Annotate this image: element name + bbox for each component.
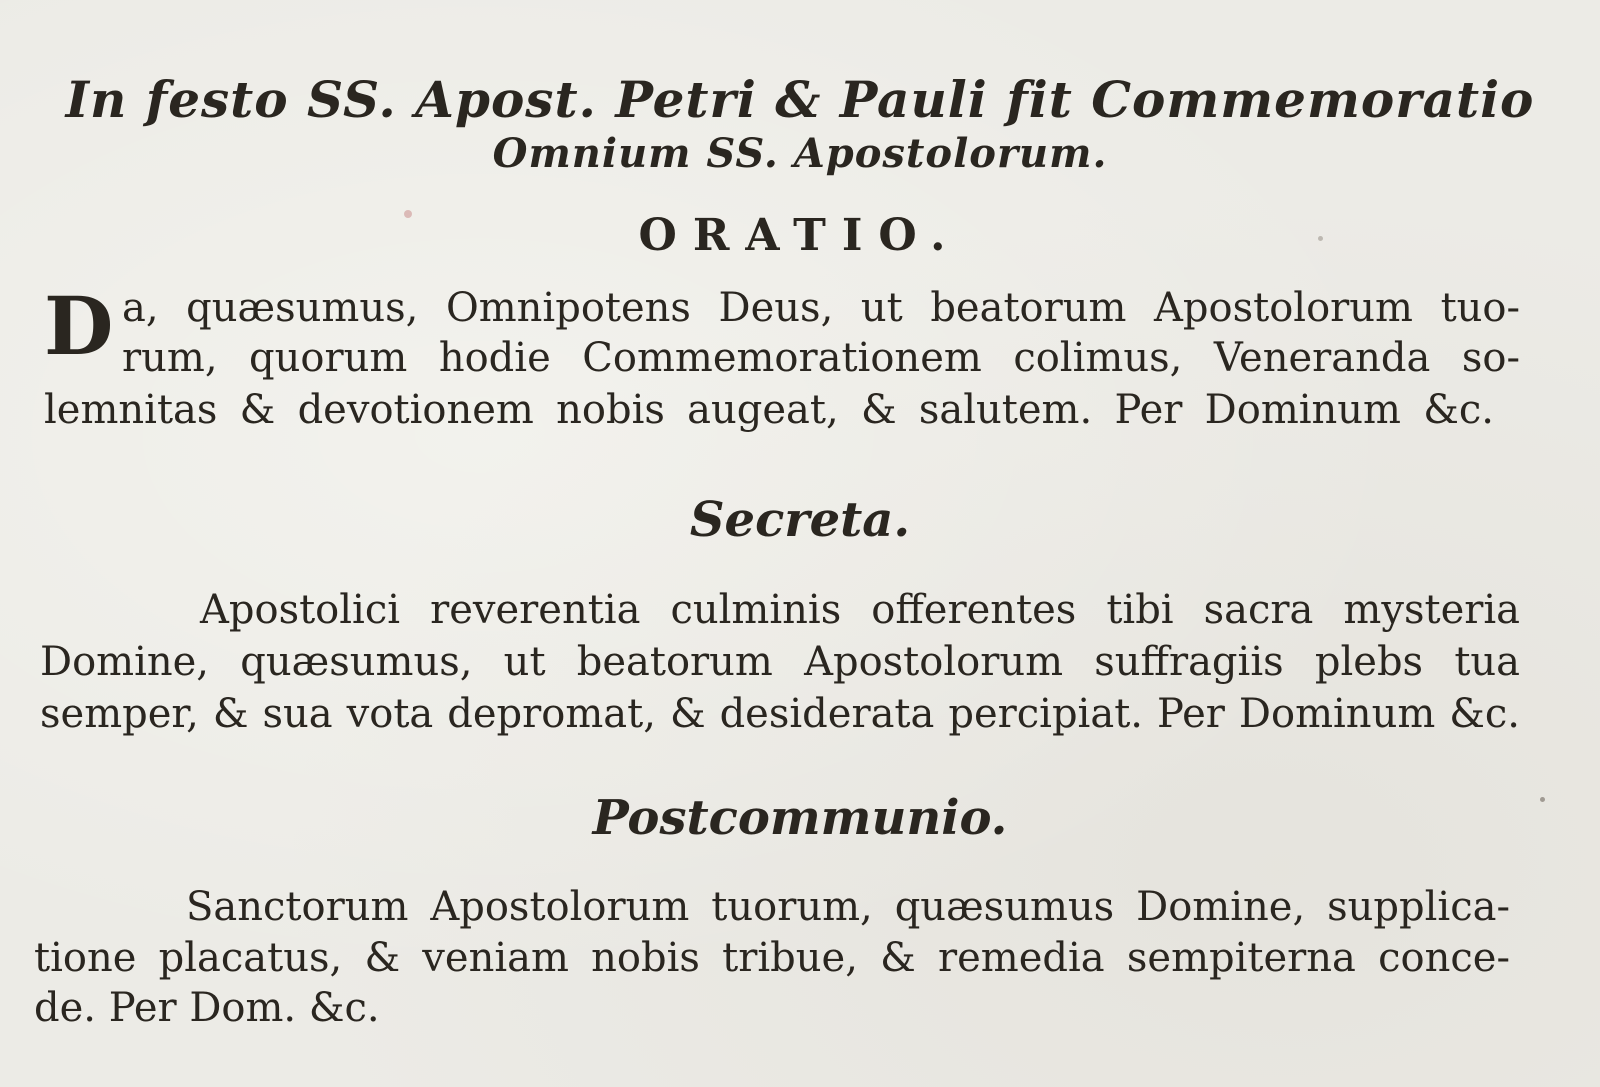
oratio-line-2: rum, quorum hodie Commemorationem colimus, Veneranda so- bbox=[122, 335, 1520, 381]
oratio-line-3: lemnitas & devotionem nobis augeat, & salutem. Per Dominum &c. bbox=[44, 387, 1494, 433]
postcommunio-line-1: Sanctorum Apostolorum tuorum, quæsumus Domine, supplica- bbox=[186, 884, 1510, 930]
heading-line-2: Omnium SS. Apostolorum. bbox=[492, 130, 1108, 177]
oratio-title: ORATIO. bbox=[638, 210, 962, 261]
secreta-title: Secreta. bbox=[689, 492, 911, 548]
secreta-line-2: Domine, quæsumus, ut beatorum Apostolorum suffragiis plebs tua bbox=[40, 639, 1520, 685]
postcommunio-line-2: tione placatus, & veniam nobis tribue, & remedia sempiterna conce- bbox=[34, 935, 1510, 981]
secreta-line-1: Apostolici reverentia culminis offerentes tibi sacra mysteria bbox=[200, 587, 1520, 633]
postcommunio-line-3: de. Per Dom. &c. bbox=[34, 985, 380, 1031]
oratio-line-1: a, quæsumus, Omnipotens Deus, ut beatorum Apostolorum tuo- bbox=[122, 285, 1520, 331]
paper-speck bbox=[1540, 797, 1545, 802]
paper-speck bbox=[1318, 236, 1323, 241]
heading-line-1: In festo SS. Apost. Petri & Pauli fit Commemoratio bbox=[65, 70, 1535, 129]
postcommunio-title: Postcommunio. bbox=[592, 790, 1008, 846]
paper-speck bbox=[404, 210, 412, 218]
oratio-drop-cap: D bbox=[44, 279, 114, 373]
secreta-line-3: semper, & sua vota depromat, & desiderata percipiat. Per Dominum &c. bbox=[40, 691, 1520, 737]
